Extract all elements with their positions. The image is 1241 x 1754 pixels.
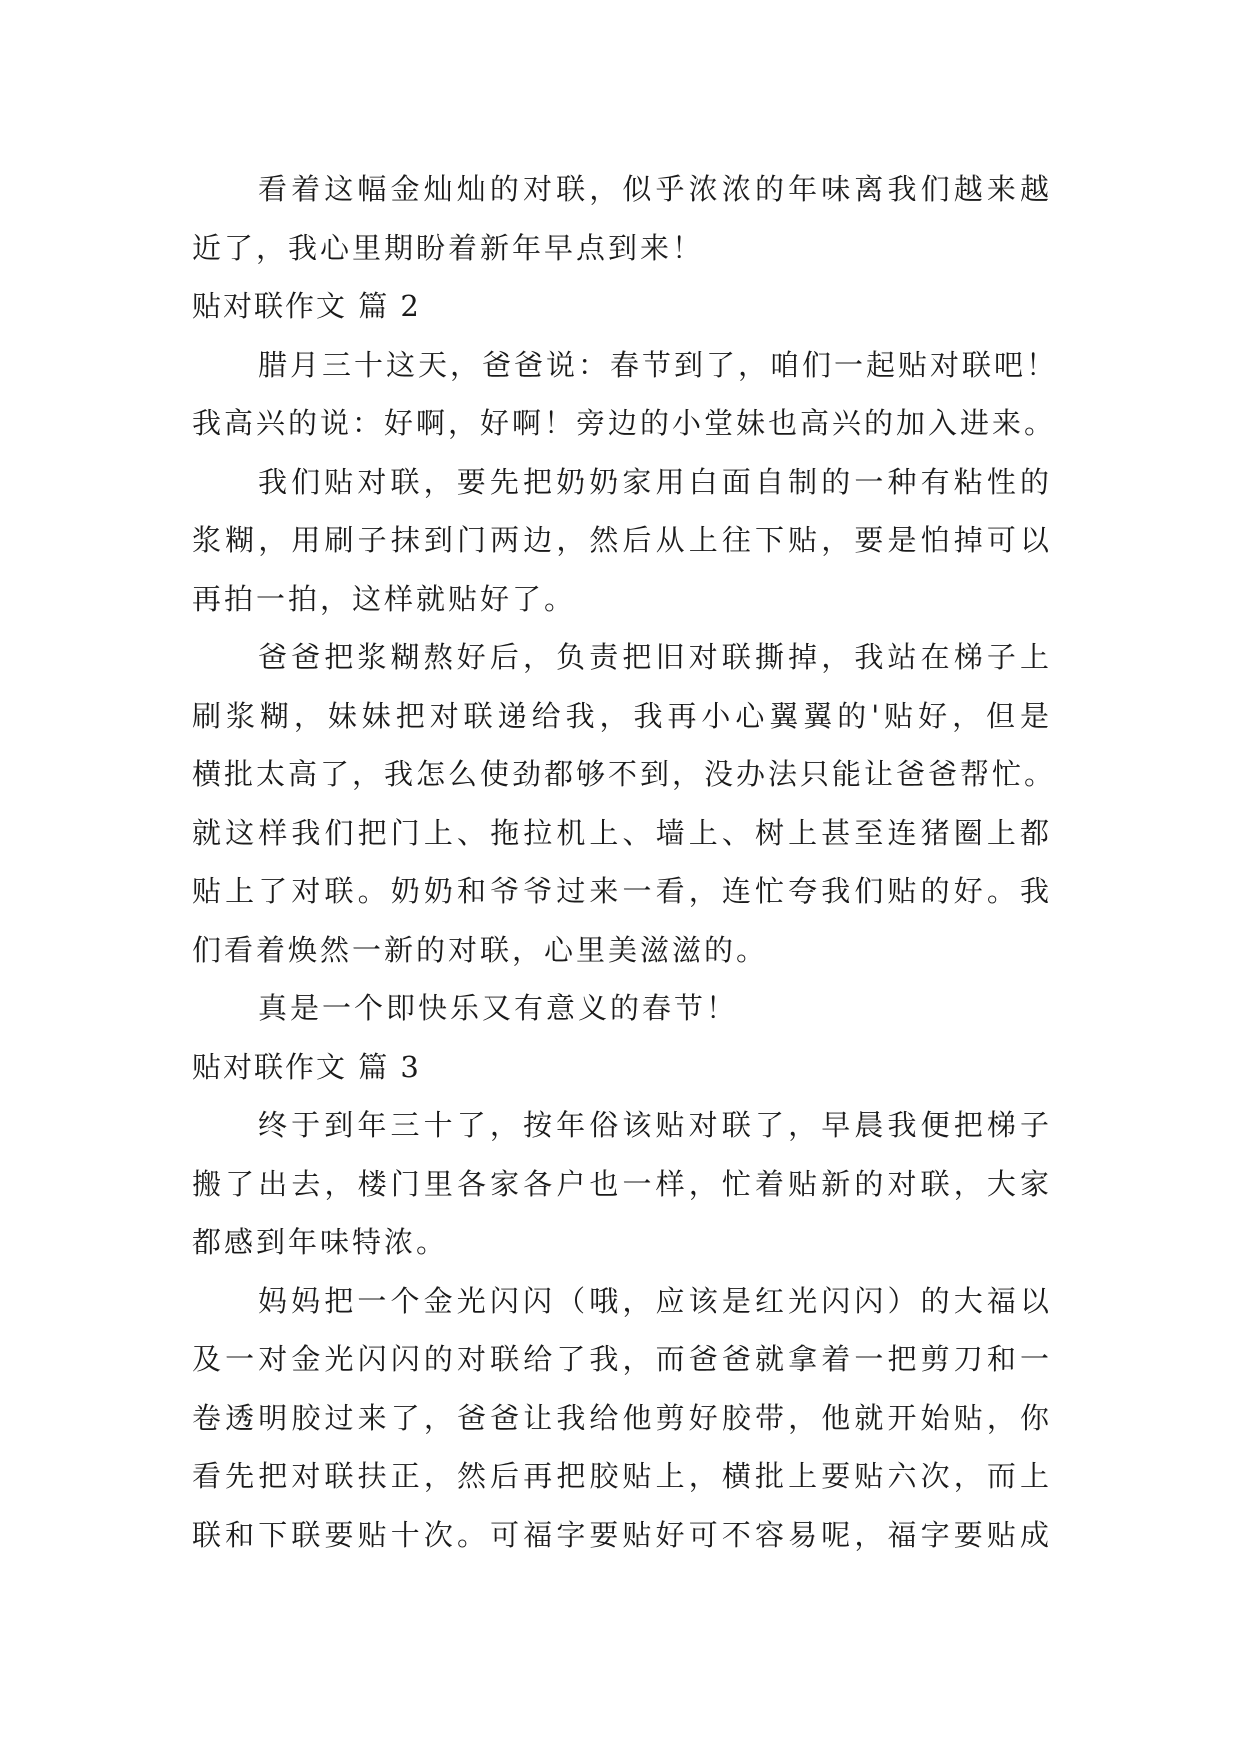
section-heading: 贴对联作文 篇 2 (192, 289, 421, 323)
paragraph-line: 腊月三十这天，爸爸说：春节到了，咱们一起贴对联吧！ (258, 347, 1059, 382)
document-body (192, 160, 1059, 1564)
paragraph-line: 及一对金光闪闪的对联给了我，而爸爸就拿着一把剪刀和一 (192, 1342, 1052, 1376)
paragraph-line: 再拍一拍，这样就贴好了。 (192, 581, 577, 616)
paragraph-line: 爸爸把浆糊熬好后，负责把旧对联撕掉，我站在梯子上 (258, 640, 1052, 674)
paragraph-line: 卷透明胶过来了，爸爸让我给他剪好胶带，他就开始贴，你 (192, 1400, 1052, 1435)
paragraph-line: 近了，我心里期盼着新年早点到来！ (192, 230, 705, 265)
paragraph-line: 都感到年味特浓。 (192, 1225, 449, 1259)
paragraph-line: 终于到年三十了，按年俗该贴对联了，早晨我便把梯子 (258, 1108, 1052, 1142)
paragraph-line: 横批太高了，我怎么使劲都够不到，没办法只能让爸爸帮忙。 (192, 757, 1057, 791)
paragraph-line: 看先把对联扶正，然后再把胶贴上，横批上要贴六次，而上 (192, 1459, 1052, 1493)
paragraph-line: 刷浆糊，妹妹把对联递给我，我再小心翼翼的'贴好，但是 (192, 698, 1052, 733)
section-heading: 贴对联作文 篇 3 (192, 1049, 421, 1084)
paragraph-line: 联和下联要贴十次。可福字要贴好可不容易呢，福字要贴成 (192, 1517, 1052, 1552)
paragraph-line: 真是一个即快乐又有意义的春节！ (258, 991, 739, 1025)
paragraph-line: 就这样我们把门上、拖拉机上、墙上、树上甚至连猪圈上都 (192, 815, 1052, 850)
paragraph-line: 浆糊，用刷子抹到门两边，然后从上往下贴，要是怕掉可以 (192, 523, 1052, 557)
paragraph-line: 们看着焕然一新的对联，心里美滋滋的。 (192, 932, 769, 967)
paragraph-line: 我高兴的说：好啊，好啊！旁边的小堂妹也高兴的加入进来。 (192, 406, 1057, 440)
paragraph-line: 妈妈把一个金光闪闪（哦，应该是红光闪闪）的大福以 (258, 1283, 1052, 1318)
paragraph-line: 我们贴对联，要先把奶奶家用白面自制的一种有粘性的 (258, 464, 1052, 499)
paragraph-line: 搬了出去，楼门里各家各户也一样，忙着贴新的对联，大家 (192, 1166, 1052, 1201)
paragraph-line: 看着这幅金灿灿的对联，似乎浓浓的年味离我们越来越 (258, 172, 1052, 206)
paragraph-line: 贴上了对联。奶奶和爷爷过来一看，连忙夸我们贴的好。我 (192, 874, 1052, 908)
